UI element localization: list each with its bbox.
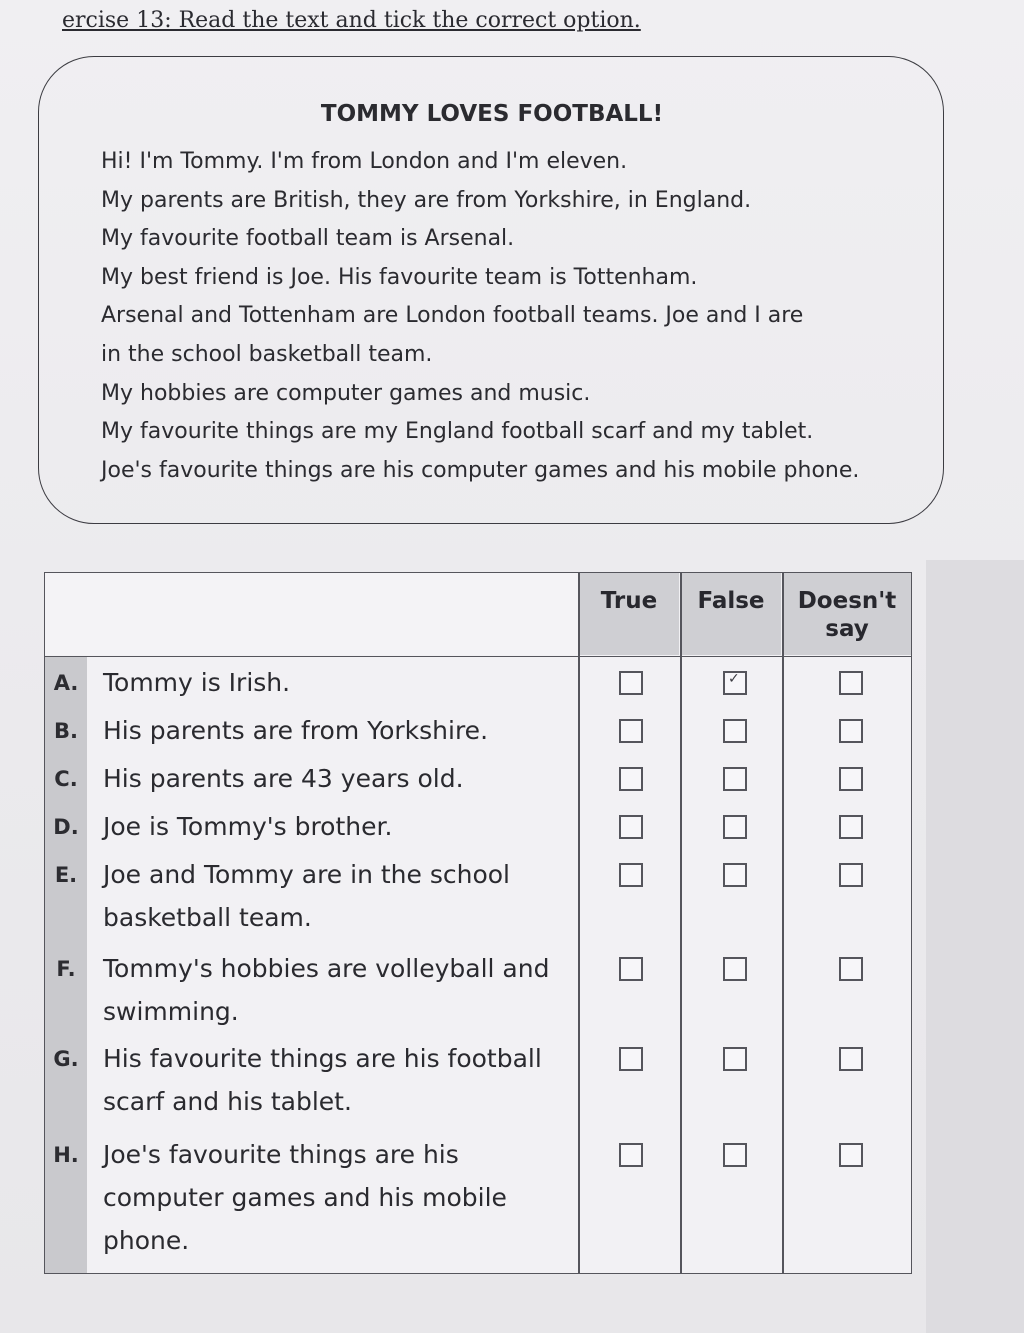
story-line: Arsenal and Tottenham are London football teams. Joe and I are bbox=[101, 303, 804, 329]
tick-box-true[interactable] bbox=[619, 1047, 643, 1071]
tick-box-true[interactable] bbox=[619, 815, 643, 839]
statement-text: Tommy's hobbies are volleyball and swimming. bbox=[103, 954, 550, 1026]
story-box bbox=[38, 56, 944, 524]
row-letter: A. bbox=[53, 671, 79, 695]
story-title: TOMMY LOVES FOOTBALL! bbox=[320, 101, 664, 127]
statement-text: His favourite things are his football scarf and his tablet. bbox=[103, 1044, 542, 1116]
tick-box-doesnt-say[interactable] bbox=[839, 1047, 863, 1071]
tick-box-doesnt-say[interactable] bbox=[839, 671, 863, 695]
tick-box-true[interactable] bbox=[619, 1143, 643, 1167]
row-letter: H. bbox=[53, 1143, 79, 1167]
row-letter: C. bbox=[54, 767, 78, 791]
row-letter: G. bbox=[53, 1047, 79, 1071]
tick-box-false[interactable] bbox=[723, 815, 747, 839]
tick-box-true[interactable] bbox=[619, 957, 643, 981]
row-letter: E. bbox=[54, 863, 78, 887]
tick-box-false[interactable] bbox=[723, 1143, 747, 1167]
tick-box-false[interactable] bbox=[723, 767, 747, 791]
exercise-heading: ercise 13: Read the text and tick the correct option. bbox=[62, 8, 641, 33]
tick-box-doesnt-say[interactable] bbox=[839, 863, 863, 887]
tick-box-true[interactable] bbox=[619, 671, 643, 695]
story-line: Joe's favourite things are his computer games and his mobile phone. bbox=[101, 457, 860, 483]
story-line: My favourite things are my England football scarf and my tablet. bbox=[101, 419, 814, 445]
statement-text: Tommy is Irish. bbox=[103, 668, 291, 697]
column-divider bbox=[680, 573, 682, 1273]
column-header-true: True bbox=[579, 573, 679, 655]
row-letter: D. bbox=[53, 815, 79, 839]
tick-box-doesnt-say[interactable] bbox=[839, 719, 863, 743]
story-line: My best friend is Joe. His favourite team is Tottenham. bbox=[101, 264, 698, 290]
row-letter: B. bbox=[54, 719, 78, 743]
true-false-table bbox=[44, 572, 912, 1274]
story-line: My favourite football team is Arsenal. bbox=[101, 226, 515, 252]
tick-box-false[interactable] bbox=[723, 863, 747, 887]
story-line: My parents are British, they are from Yorkshire, in England. bbox=[101, 187, 752, 213]
story-line: My hobbies are computer games and music. bbox=[101, 380, 591, 406]
tick-box-doesnt-say[interactable] bbox=[839, 1143, 863, 1167]
statement-text: Joe is Tommy's brother. bbox=[103, 812, 393, 841]
column-header-false: False bbox=[681, 573, 781, 655]
tick-box-doesnt-say[interactable] bbox=[839, 767, 863, 791]
statement-text: Joe's favourite things are his computer games and his mobile phone. bbox=[103, 1140, 507, 1255]
column-divider bbox=[578, 573, 580, 1273]
tick-box-true[interactable] bbox=[619, 719, 643, 743]
header-blank-cell bbox=[45, 573, 579, 655]
tick-box-false[interactable] bbox=[723, 671, 747, 695]
tick-box-false[interactable] bbox=[723, 1047, 747, 1071]
tick-box-doesnt-say[interactable] bbox=[839, 815, 863, 839]
tick-box-doesnt-say[interactable] bbox=[839, 957, 863, 981]
tick-box-false[interactable] bbox=[723, 957, 747, 981]
tick-box-true[interactable] bbox=[619, 767, 643, 791]
tick-box-true[interactable] bbox=[619, 863, 643, 887]
column-divider bbox=[782, 573, 784, 1273]
tick-mark-icon: ✓ bbox=[728, 671, 740, 687]
tick-box-false[interactable] bbox=[723, 719, 747, 743]
column-header-doesnt-say bbox=[783, 573, 911, 655]
statement-text: His parents are from Yorkshire. bbox=[103, 716, 489, 745]
row-letter: F. bbox=[56, 957, 76, 981]
statement-text: His parents are 43 years old. bbox=[103, 764, 464, 793]
story-line: in the school basketball team. bbox=[101, 341, 433, 367]
statement-text: Joe and Tommy are in the school basketball team. bbox=[103, 860, 510, 932]
story-text bbox=[101, 143, 859, 490]
page-shadow bbox=[926, 560, 1024, 1333]
story-line: Hi! I'm Tommy. I'm from London and I'm eleven. bbox=[101, 149, 628, 174]
column-header-doesnt-say-label: Doesn't say bbox=[797, 588, 897, 642]
